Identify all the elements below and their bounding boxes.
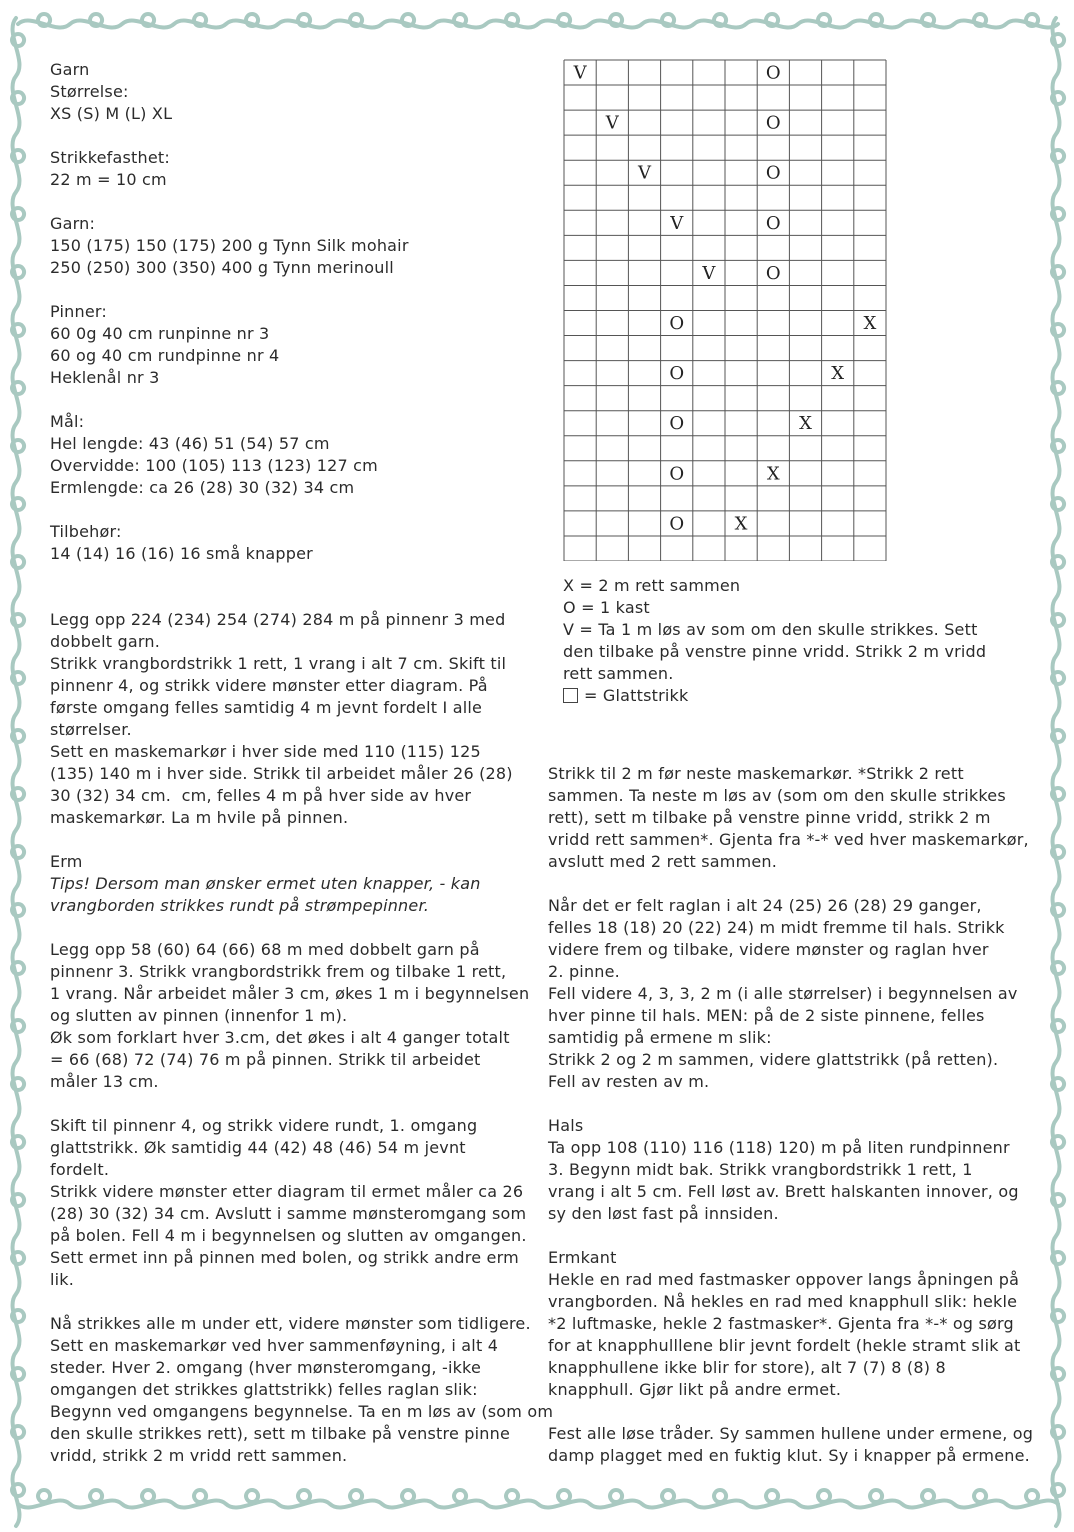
swirl — [610, 14, 622, 26]
chart-symbol-v: V — [670, 212, 684, 234]
swirl — [1052, 266, 1064, 278]
left-line: dobbelt garn. — [50, 632, 160, 651]
swirl — [1052, 150, 1064, 162]
right-line — [548, 1093, 1038, 1115]
left-line: maskemarkør. La m hvile på pinnen. — [50, 808, 349, 827]
chart-symbol-o: O — [669, 413, 685, 435]
swirl — [558, 1490, 570, 1502]
chart-symbol-o: O — [669, 513, 685, 535]
swirl — [194, 1490, 206, 1502]
swirl — [12, 92, 24, 104]
swirl — [1026, 1490, 1038, 1502]
swirl — [1052, 614, 1064, 626]
swirl — [13, 18, 20, 1526]
left-text-column — [50, 59, 554, 1467]
right-line: for at knapphulllene blir jevnt fordelt (hekle stramt slik at — [548, 1336, 1021, 1355]
chart-symbol-x: X — [799, 413, 812, 435]
left-line: første omgang felles samtidig 4 m jevnt fordelt I alle — [50, 698, 483, 717]
left-line: 150 (175) 150 (175) 200 g Tynn Silk mohair — [50, 236, 409, 255]
swirl — [12, 498, 24, 510]
right-line: 2. pinne. — [548, 962, 620, 981]
right-line: samtidig på ermene m slik: — [548, 1028, 772, 1047]
left-line: Overvidde: 100 (105) 113 (123) 127 cm — [50, 456, 378, 475]
left-line: Sett ermet inn på pinnen med bolen, og strikk andre erm — [50, 1248, 519, 1267]
right-line: avslutt med 2 rett sammen. — [548, 852, 778, 871]
swirl — [12, 1194, 24, 1206]
left-line: Strikk vrangbordstrikk 1 rett, 1 vrang i alt 7 cm. Skift til — [50, 654, 507, 673]
swirl — [1052, 1020, 1064, 1032]
right-line: Strikk til 2 m før neste maskemarkør. *Strikk 2 rett — [548, 764, 964, 783]
swirl — [142, 1490, 154, 1502]
swirl — [610, 1490, 622, 1502]
swirl — [1052, 962, 1064, 974]
swirl — [506, 14, 518, 26]
swirl — [12, 846, 24, 858]
swirl — [1052, 382, 1064, 394]
left-line: 14 (14) 16 (16) 16 små knapper — [50, 544, 313, 563]
chart-symbol-v: V — [638, 162, 651, 184]
right-line: Når det er felt raglan i alt 24 (25) 26 (28) 29 ganger, — [548, 896, 982, 915]
empty-square-icon — [563, 688, 578, 703]
swirl — [1052, 846, 1064, 858]
legend-v-line-1: V = Ta 1 m løs av som om den skulle strikkes. Sett — [563, 620, 978, 639]
left-line: Strikkefasthet: — [50, 148, 170, 167]
swirl — [1052, 1194, 1064, 1206]
swirl — [454, 14, 466, 26]
right-line — [548, 873, 1038, 895]
legend-v-line-3: rett sammen. — [563, 664, 674, 683]
swirl — [12, 1252, 24, 1264]
swirl — [1053, 18, 1060, 1526]
swirl — [12, 1484, 24, 1496]
right-text-column — [548, 763, 1038, 1467]
swirl — [350, 14, 362, 26]
left-line: Legg opp 224 (234) 254 (274) 284 m på pinnenr 3 med — [50, 610, 506, 629]
chart-symbol-x: X — [863, 313, 877, 335]
swirl — [38, 1490, 50, 1502]
chart-symbol-v: V — [573, 62, 587, 84]
left-line: Størrelse: — [50, 82, 129, 101]
swirl — [818, 14, 830, 26]
swirl — [12, 904, 24, 916]
right-line: knapphullene ikke blir for store), alt 7 (7) 8 (8) 8 — [548, 1358, 946, 1377]
legend-box-label: = Glattstrikk — [584, 686, 689, 705]
left-line: XS (S) M (L) XL — [50, 104, 173, 123]
left-line: Legg opp 58 (60) 64 (66) 68 m med dobbelt garn på — [50, 940, 480, 959]
left-line: pinnenr 4, og strikk videre mønster etter diagram. På — [50, 676, 488, 695]
swirl — [1052, 1252, 1064, 1264]
swirl — [298, 1490, 310, 1502]
swirl — [18, 1501, 1058, 1508]
swirl — [1052, 34, 1064, 46]
swirl — [12, 614, 24, 626]
swirl — [12, 440, 24, 452]
swirl — [974, 1490, 986, 1502]
left-line: Ermlengde: ca 26 (28) 30 (32) 34 cm — [50, 478, 355, 497]
swirl — [402, 1490, 414, 1502]
swirl — [12, 556, 24, 568]
left-line: Heklenål nr 3 — [50, 368, 160, 387]
legend-v-line-2: den tilbake på venstre pinne vridd. Strikk 2 m vridd — [563, 642, 987, 661]
right-line: Hals — [548, 1116, 584, 1135]
right-line: Fell av resten av m. — [548, 1072, 710, 1091]
swirl — [454, 1490, 466, 1502]
swirl — [12, 1020, 24, 1032]
right-line: sy den løst fast på innsiden. — [548, 1204, 779, 1223]
left-line: Tips! Dersom man ønsker ermet uten knapper, - kan — [50, 874, 481, 893]
left-line: = 66 (68) 72 (74) 76 m på pinnen. Strikk til arbeidet — [50, 1050, 481, 1069]
swirl — [12, 266, 24, 278]
swirl — [506, 1490, 518, 1502]
knitting-chart — [563, 59, 888, 565]
left-line: Garn — [50, 60, 90, 79]
left-line: den skulle strikkes rett), sett m tilbake på venstre pinne — [50, 1424, 511, 1443]
swirl — [12, 672, 24, 684]
swirl — [1052, 440, 1064, 452]
swirl — [350, 1490, 362, 1502]
left-line — [50, 1291, 530, 1313]
chart-symbol-o: O — [765, 112, 781, 134]
swirl — [662, 1490, 674, 1502]
left-line: Pinner: — [50, 302, 107, 321]
left-line: (135) 140 m i hver side. Strikk til arbeidet måler 26 (28) — [50, 764, 513, 783]
right-line: vridd rett sammen*. Gjenta fra *-* ved hver maskemarkør, — [548, 830, 1029, 849]
left-line: 250 (250) 300 (350) 400 g Tynn merinoull — [50, 258, 394, 277]
chart-symbol-o: O — [765, 262, 781, 284]
legend-x: X = 2 m rett sammen — [563, 576, 741, 595]
swirl — [1052, 1484, 1064, 1496]
left-line: Erm — [50, 852, 83, 871]
right-line: damp plagget med en fuktig klut. Sy i knapper på ermene. — [548, 1446, 1030, 1465]
chart-symbol-o: O — [669, 313, 685, 335]
swirl — [1052, 904, 1064, 916]
left-line: Garn: — [50, 214, 96, 233]
swirl — [1052, 730, 1064, 742]
left-line: Nå strikkes alle m under ett, videre mønster som tidligere. — [50, 1314, 531, 1333]
left-line — [50, 191, 530, 213]
right-line: 3. Begynn midt bak. Strikk vrangbordstrikk 1 rett, 1 — [548, 1160, 973, 1179]
swirl — [298, 14, 310, 26]
left-line: Skift til pinnenr 4, og strikk videre rundt, 1. omgang — [50, 1116, 478, 1135]
chart-legend — [563, 575, 1043, 707]
swirl — [1052, 1310, 1064, 1322]
swirl — [142, 14, 154, 26]
left-line — [50, 587, 530, 609]
left-line: og slutten av pinnen (innenfor 1 m). — [50, 1006, 348, 1025]
swirl — [1052, 1426, 1064, 1438]
swirl — [12, 382, 24, 394]
swirl — [246, 14, 258, 26]
swirl — [1052, 498, 1064, 510]
right-line: vrang i alt 5 cm. Fell løst av. Brett halskanten innover, og — [548, 1182, 1019, 1201]
chart-symbol-o: O — [765, 62, 781, 84]
swirl — [90, 14, 102, 26]
swirl — [714, 1490, 726, 1502]
right-line: rett), sett m tilbake på venstre pinne vridd, strikk 2 m — [548, 808, 991, 827]
swirl — [922, 1490, 934, 1502]
swirl — [1052, 324, 1064, 336]
swirl — [818, 1490, 830, 1502]
swirl — [246, 1490, 258, 1502]
chart-symbol-o: O — [765, 162, 781, 184]
swirl — [12, 1310, 24, 1322]
chart-symbol-x: X — [734, 513, 748, 535]
left-line: Sett en maskemarkør ved hver sammenføyning, i alt 4 — [50, 1336, 499, 1355]
left-line: vridd, strikk 2 m vridd rett sammen. — [50, 1446, 348, 1465]
left-line: pinnenr 3. Strikk vrangbordstrikk frem og tilbake 1 rett, — [50, 962, 507, 981]
left-line: måler 13 cm. — [50, 1072, 159, 1091]
swirl — [1052, 672, 1064, 684]
left-line: 60 og 40 cm rundpinne nr 4 — [50, 346, 280, 365]
right-line: Strikk 2 og 2 m sammen, videre glattstrikk (på retten). — [548, 1050, 999, 1069]
right-line — [548, 1401, 1038, 1423]
left-line: fordelt. — [50, 1160, 110, 1179]
left-line: lik. — [50, 1270, 75, 1289]
left-line: Sett en maskemarkør i hver side med 110 (115) 125 — [50, 742, 481, 761]
right-line: Fell videre 4, 3, 3, 2 m (i alle størrelser) i begynnelsen av — [548, 984, 1018, 1003]
legend-o: O = 1 kast — [563, 598, 650, 617]
right-line: felles 18 (18) 20 (22) 24) m midt fremme til hals. Strikk — [548, 918, 1005, 937]
chart-symbol-x: X — [831, 363, 845, 385]
left-line: Mål: — [50, 412, 85, 431]
right-line: vrangborden. Nå hekles en rad med knapphull slik: hekle — [548, 1292, 1018, 1311]
left-line: Strikk videre mønster etter diagram til ermet måler ca 26 — [50, 1182, 524, 1201]
swirl — [12, 208, 24, 220]
chart-symbol-o: O — [669, 363, 685, 385]
right-line: *2 luftmaske, hekle 2 fastmasker*. Gjenta fra *-* og sørg — [548, 1314, 1014, 1333]
left-line — [50, 917, 530, 939]
left-line: Øk som forklart hver 3.cm, det økes i alt 4 ganger totalt — [50, 1028, 510, 1047]
left-line — [50, 499, 530, 521]
right-line: knapphull. Gjør likt på andre ermet. — [548, 1380, 842, 1399]
swirl — [1052, 1136, 1064, 1148]
right-line: hver pinne til hals. MEN: på de 2 siste pinnene, felles — [548, 1006, 985, 1025]
swirl — [402, 14, 414, 26]
swirl — [974, 14, 986, 26]
swirl — [12, 324, 24, 336]
right-line: Hekle en rad med fastmasker oppover langs åpningen på — [548, 1270, 1020, 1289]
left-line: steder. Hver 2. omgang (hver mønsteromgang, -ikke — [50, 1358, 481, 1377]
swirl — [12, 150, 24, 162]
right-line: sammen. Ta neste m løs av (som om den skulle strikkes — [548, 786, 1006, 805]
left-line: 60 0g 40 cm runpinne nr 3 — [50, 324, 270, 343]
chart-symbol-v: V — [702, 262, 716, 284]
swirl — [12, 962, 24, 974]
swirl — [1052, 788, 1064, 800]
left-line: Tilbehør: — [50, 522, 122, 541]
left-line: på bolen. Fell 4 m i begynnelsen og slutten av omgangen. — [50, 1226, 527, 1245]
swirl — [1026, 14, 1038, 26]
chart-symbol-x: X — [766, 463, 780, 485]
left-line: størrelser. — [50, 720, 132, 739]
swirl — [18, 21, 1058, 28]
right-line — [548, 1225, 1038, 1247]
right-line: Fest alle løse tråder. Sy sammen hullene under ermene, og — [548, 1424, 1034, 1443]
left-line — [50, 279, 530, 301]
swirl — [12, 730, 24, 742]
swirl — [12, 1078, 24, 1090]
swirl — [558, 14, 570, 26]
left-line: 22 m = 10 cm — [50, 170, 167, 189]
chart-symbol-v: V — [605, 112, 619, 134]
swirl — [1052, 556, 1064, 568]
left-line: Hel lengde: 43 (46) 51 (54) 57 cm — [50, 434, 330, 453]
swirl — [662, 14, 674, 26]
swirl — [766, 14, 778, 26]
swirl — [12, 34, 24, 46]
swirl — [12, 788, 24, 800]
left-line: (28) 30 (32) 34 cm. Avslutt i samme mønsteromgang som — [50, 1204, 527, 1223]
swirl — [90, 1490, 102, 1502]
right-line: Ermkant — [548, 1248, 617, 1267]
swirl — [194, 14, 206, 26]
left-line: Begynn ved omgangens begynnelse. Ta en m løs av (som om — [50, 1402, 554, 1421]
swirl — [870, 14, 882, 26]
swirl — [1052, 1368, 1064, 1380]
swirl — [870, 1490, 882, 1502]
left-line — [50, 125, 530, 147]
swirl — [12, 1368, 24, 1380]
chart-symbol-o: O — [765, 212, 781, 234]
right-line: Ta opp 108 (110) 116 (118) 120) m på liten rundpinnenr — [548, 1138, 1010, 1157]
left-line: glattstrikk. Øk samtidig 44 (42) 48 (46) 54 m jevnt — [50, 1138, 466, 1157]
swirl — [714, 14, 726, 26]
swirl — [12, 1136, 24, 1148]
swirl — [1052, 92, 1064, 104]
left-line — [50, 565, 530, 587]
left-line: 1 vrang. Når arbeidet måler 3 cm, økes 1 m i begynnelsen — [50, 984, 530, 1003]
swirl — [1052, 1078, 1064, 1090]
swirl — [38, 14, 50, 26]
swirl — [1052, 208, 1064, 220]
swirl — [922, 14, 934, 26]
left-line — [50, 829, 530, 851]
left-line: vrangborden strikkes rundt på strømpepinner. — [50, 896, 430, 915]
legend-box-row — [563, 685, 1043, 707]
left-line: 30 (32) 34 cm. cm, felles 4 m på hver side av hver — [50, 786, 472, 805]
swirl — [766, 1490, 778, 1502]
swirl — [12, 1426, 24, 1438]
right-line: videre frem og tilbake, videre mønster og raglan hver — [548, 940, 989, 959]
left-line: omgangen det strikkes glattstrikk) felles raglan slik: — [50, 1380, 478, 1399]
chart-symbol-o: O — [669, 463, 685, 485]
left-line — [50, 389, 530, 411]
left-line — [50, 1093, 530, 1115]
